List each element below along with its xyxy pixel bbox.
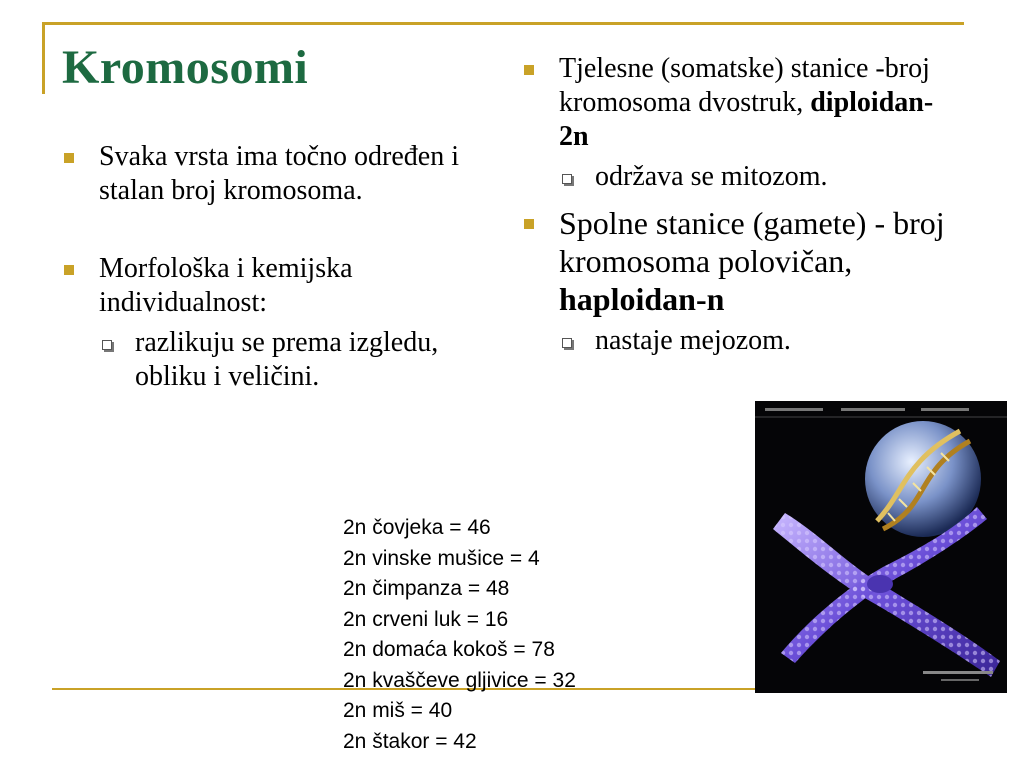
count-line: 2n vinske mušice = 4 [343,546,540,570]
sub-bullet-item [522,160,952,194]
bullet-text: Svaka vrsta ima točno određen i stalan broj kromosoma. [99,141,460,206]
sub-bullet-text: nastaje mejozom. [595,325,791,356]
bullet-text: Morfološka i kemijska individualnost: [99,253,353,318]
hollow-square-bullet-icon [562,338,572,348]
square-bullet-icon [64,265,74,275]
sub-bullet-item [522,324,952,358]
sub-bullet-text: održava se mitozom. [595,161,828,192]
bullet-item [62,140,492,208]
bullet-item [522,204,952,318]
chromosome-count-list [343,513,576,757]
square-bullet-icon [524,219,534,229]
bullet-text: Tjelesne (somatske) stanice -broj kromosoma dvostruk, [559,53,930,118]
right-column [522,52,952,358]
count-line: 2n crveni luk = 16 [343,607,509,631]
count-line: 2n čimpanza = 48 [343,577,510,600]
hollow-square-bullet-icon [102,340,112,350]
sub-bullet-text: razlikuju se prema izgledu, obliku i veličini. [135,327,439,392]
bullet-text: Spolne stanice (gamete) - broj kromosoma polovičan, [559,205,945,279]
count-line: 2n kvaščeve gljivice = 32 [343,668,576,692]
slide-title: Kromosomi [62,41,309,94]
chromosome-illustration [755,401,1007,693]
square-bullet-icon [524,65,534,75]
hollow-square-bullet-icon [562,174,572,184]
bullet-item [522,52,952,154]
bullet-item [62,252,492,320]
bullet-bold-term: diploidan-2n [559,87,934,152]
count-line: 2n štakor = 42 [343,729,477,753]
left-rule [42,22,45,94]
chromosome-image [755,401,1007,693]
square-bullet-icon [64,153,74,163]
sub-bullet-item [62,326,492,394]
count-line: 2n čovjeka = 46 [343,516,491,539]
top-rule [42,22,964,25]
bullet-bold-term: haploidan-n [559,281,725,317]
count-line: 2n domaća kokoš = 78 [343,638,555,661]
left-column [62,140,492,394]
count-line: 2n miš = 40 [343,699,453,722]
